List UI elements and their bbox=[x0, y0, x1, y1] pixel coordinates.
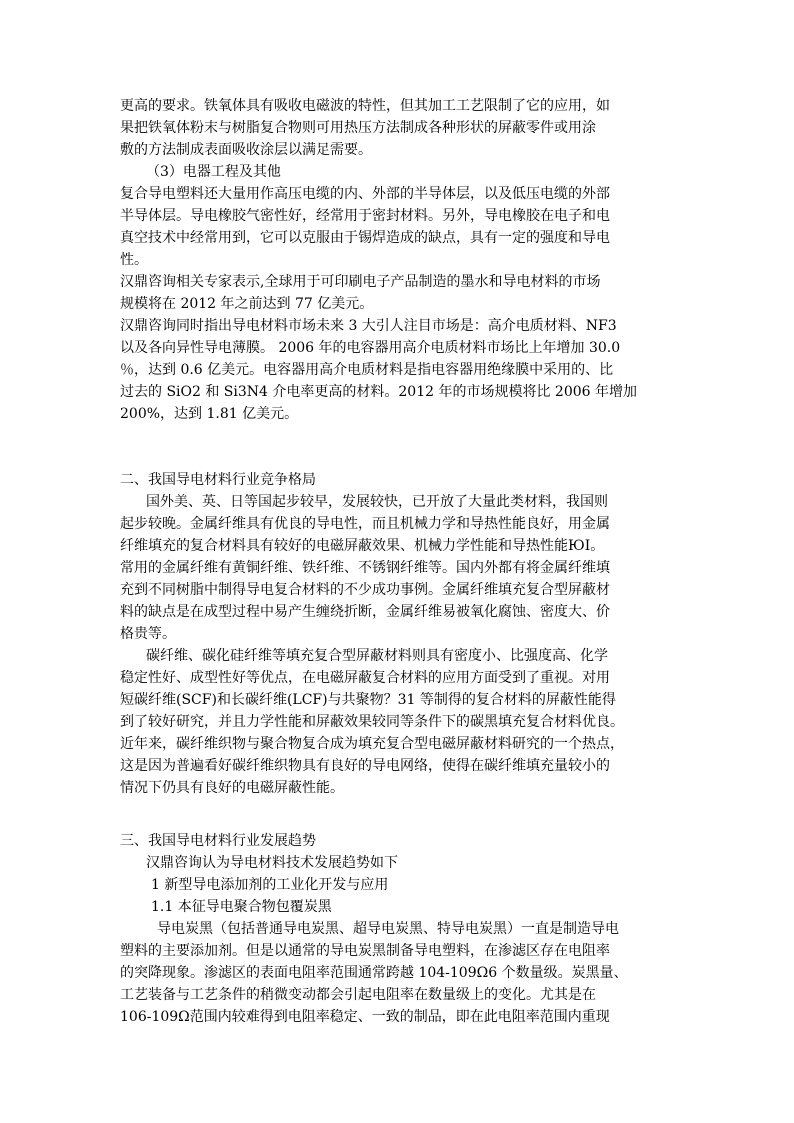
paragraph-line: 以及各向异性导电薄膜。 2006 年的电容器用高介电质材料市场比上年增加 30.0 bbox=[120, 340, 621, 356]
paragraph-line: 汉鼎咨询认为导电材料技术发展趋势如下 bbox=[146, 855, 398, 871]
paragraph-line: 常用的金属纤维有黄铜纤维、铁纤维、不锈钢纤维等。国内外都有将金属纤维填 bbox=[120, 560, 610, 576]
paragraph-line: 起步较晚。金属纤维具有优良的导电性，而且机械力学和导热性能良好，用金属 bbox=[120, 516, 610, 532]
paragraph-line: 106-109Ω范围内较难得到电阻率稳定、一致的制品，即在此电阻率范围内重现 bbox=[120, 1009, 610, 1025]
paragraph-line: 汉鼎咨询同时指出导电材料市场未来 3 大引人注目市场是：高介电质材料、NF3 bbox=[120, 318, 617, 334]
paragraph-line: ％，达到 0.6 亿美元。电容器用高介电质材料是指电容器用绝缘膜中采用的、比 bbox=[120, 362, 614, 378]
paragraph-line: 过去的 SiO2 和 Si3N4 介电率更高的材料。2012 年的市场规模将比 2006 年增加 bbox=[120, 384, 637, 400]
paragraph-line: 果把铁氧体粉末与树脂复合物则可用热压方法制成各种形状的屏蔽零件或用涂 bbox=[120, 120, 596, 136]
paragraph-line: 到了较好研究，并且力学性能和屏蔽效果较同等条件下的碳黑填充复合材料优良。 bbox=[120, 714, 624, 730]
paragraph-line: 敷的方法制成表面吸收涂层以满足需要。 bbox=[120, 142, 372, 158]
paragraph-line: 性。 bbox=[120, 252, 148, 268]
paragraph-line: 料的缺点是在成型过程中易产生缠绕折断，金属纤维易被氧化腐蚀、密度大、价 bbox=[120, 604, 610, 620]
paragraph-line: 格贵等。 bbox=[120, 626, 176, 642]
paragraph-line: 复合导电塑料还大量用作高压电缆的内、外部的半导体层，以及低压电缆的外部 bbox=[120, 186, 610, 202]
section-subheading: （3）电器工程及其他 bbox=[146, 164, 281, 180]
paragraph-line: 这是因为普遍看好碳纤维织物具有良好的导电网络，使得在碳纤维填充量较小的 bbox=[120, 758, 610, 774]
section-heading: 二、我国导电材料行业竞争格局 bbox=[120, 472, 316, 488]
paragraph-line: 充到不同树脂中制得导电复合材料的不少成功事例。金属纤维填充复合型屏蔽材 bbox=[120, 582, 610, 598]
paragraph-line: 规模将在 2012 年之前达到 77 亿美元。 bbox=[120, 296, 374, 312]
paragraph-line: 导电炭黑（包括普通导电炭黑、超导电炭黑、特导电炭黑）一直是制造导电 bbox=[157, 921, 619, 937]
list-heading: 1 新型导电添加剂的工业化开发与应用 bbox=[151, 877, 389, 893]
paragraph-line: 塑料的主要添加剂。但是以通常的导电炭黑制备导电塑料，在渗滤区存在电阻率 bbox=[120, 943, 610, 959]
paragraph-line: 情况下仍具有良好的电磁屏蔽性能。 bbox=[120, 780, 344, 796]
paragraph-line: 碳纤维、碳化硅纤维等填充复合型屏蔽材料则具有密度小、比强度高、化学 bbox=[146, 648, 608, 664]
paragraph-line: 纤维填充的复合材料具有较好的电磁屏蔽效果、机械力学性能和导热性能ЮI。 bbox=[120, 538, 605, 554]
paragraph-line: 稳定性好、成型性好等优点，在电磁屏蔽复合材料的应用方面受到了重视。对用 bbox=[120, 670, 610, 686]
paragraph-line: 的突降现象。渗滤区的表面电阻率范围通常跨越 104-109Ω6 个数量级。炭黑量、 bbox=[120, 965, 628, 981]
paragraph-line: 更高的要求。铁氧体具有吸收电磁波的特性，但其加工工艺限制了它的应用，如 bbox=[120, 98, 610, 114]
list-subheading: 1.1 本征导电聚合物包覆炭黑 bbox=[151, 899, 332, 915]
paragraph-line: 近年来，碳纤维织物与聚合物复合成为填充复合型电磁屏蔽材料研究的一个热点， bbox=[120, 736, 624, 752]
paragraph-line: 工艺装备与工艺条件的稍微变动都会引起电阻率在数量级上的变化。尤其是在 bbox=[120, 987, 596, 1003]
paragraph-line: 半导体层。导电橡胶气密性好，经常用于密封材料。另外，导电橡胶在电子和电 bbox=[120, 208, 610, 224]
paragraph-line: 真空技术中经常用到，它可以克服由于锡焊造成的缺点，具有一定的强度和导电 bbox=[120, 230, 610, 246]
paragraph-line: 200%，达到 1.81 亿美元。 bbox=[120, 406, 299, 422]
paragraph-line: 国外美、英、日等国起步较早，发展较快，已开放了大量此类材料，我国则 bbox=[146, 494, 608, 510]
paragraph-line: 短碳纤维(SCF)和长碳纤维(LCF)与共聚物？31 等制得的复合材料的屏蔽性能得 bbox=[120, 692, 616, 708]
section-heading: 三、我国导电材料行业发展趋势 bbox=[120, 833, 316, 849]
paragraph-line: 汉鼎咨询相关专家表示,全球用于可印刷电子产品制造的墨水和导电材料的市场 bbox=[120, 274, 601, 290]
